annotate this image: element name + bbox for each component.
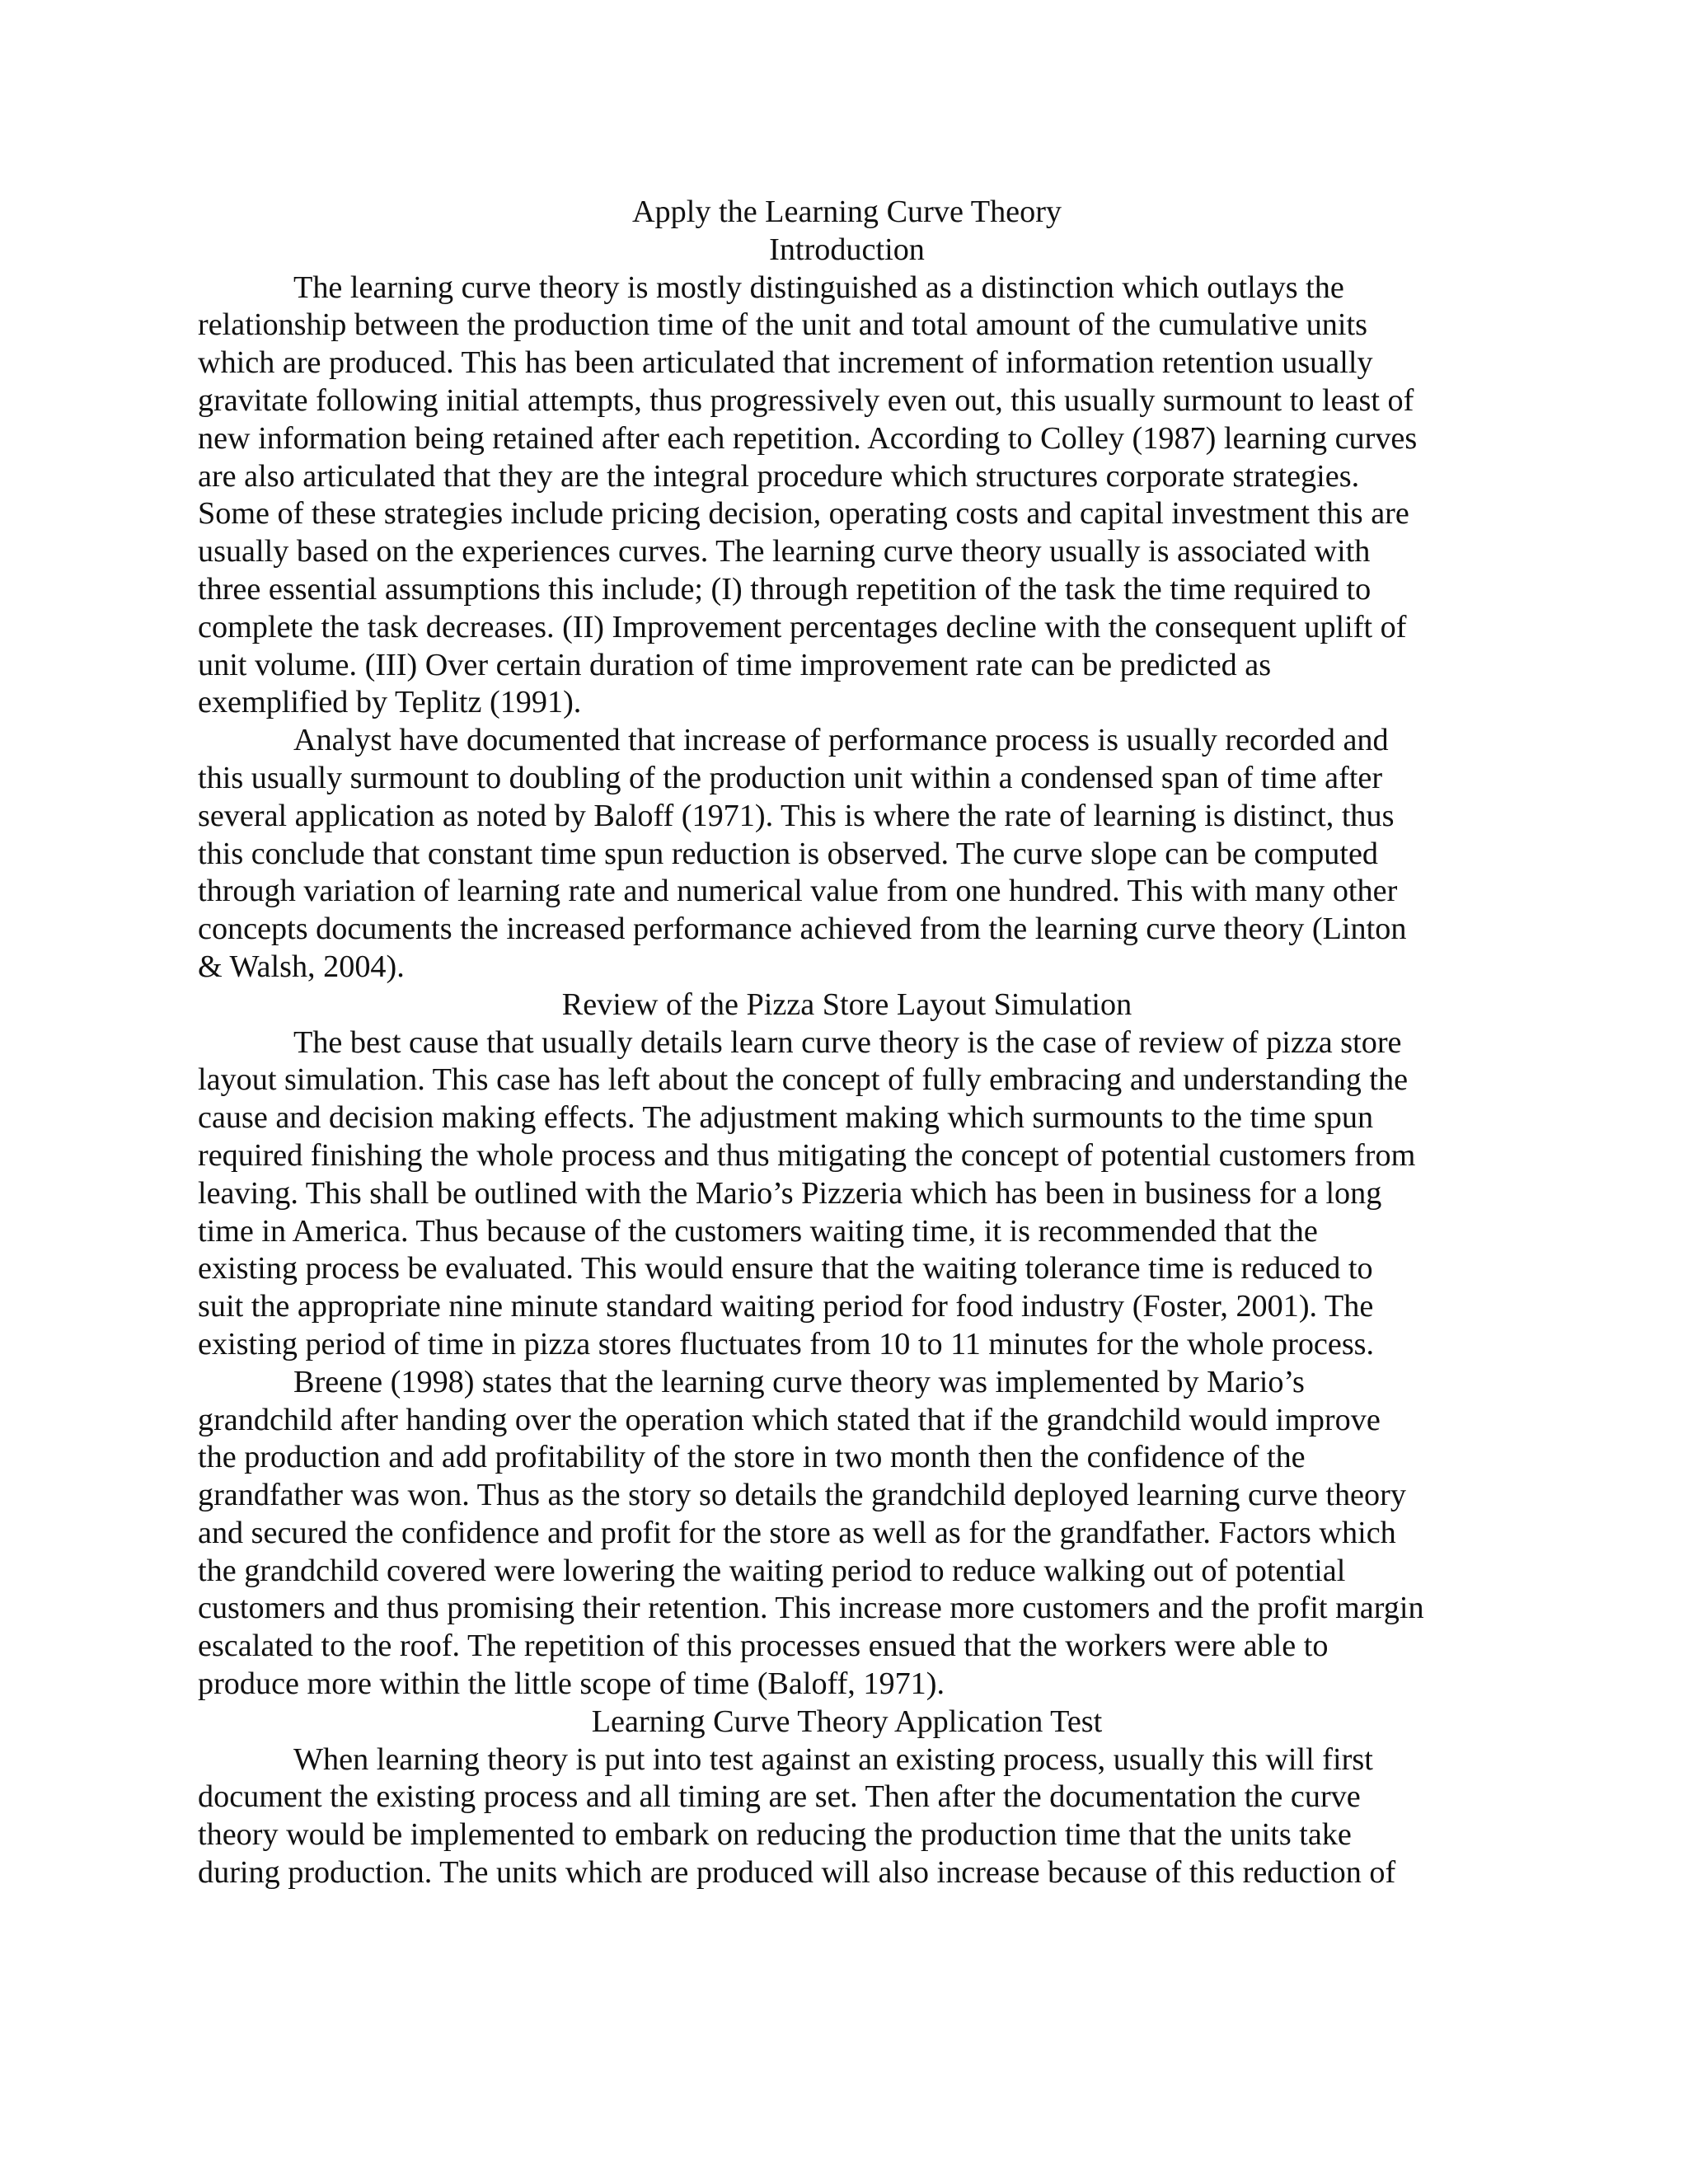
text-line: grandchild after handing over the operation which stated that if the grandchild would improve bbox=[198, 1402, 1381, 1437]
text-line: this usually surmount to doubling of the production unit within a condensed span of time after bbox=[198, 760, 1383, 795]
section-heading: Review of the Pizza Store Layout Simulation bbox=[561, 987, 1132, 1022]
paragraph bbox=[198, 722, 1496, 987]
text-line: The learning curve theory is mostly distinguished as a distinction which outlays the bbox=[293, 269, 1344, 305]
text-line: this conclude that constant time spun reduction is observed. The curve slope can be computed bbox=[198, 836, 1378, 871]
text-line: complete the task decreases. (II) Improvement percentages decline with the consequent uplift of bbox=[198, 609, 1407, 644]
text-line: & Walsh, 2004). bbox=[198, 949, 405, 984]
text-line: When learning theory is put into test against an existing process, usually this will first bbox=[293, 1741, 1373, 1777]
text-line: produce more within the little scope of time (Baloff, 1971). bbox=[198, 1666, 945, 1702]
text-line: existing process be evaluated. This would ensure that the waiting tolerance time is reduced to bbox=[198, 1251, 1373, 1286]
section-introduction bbox=[198, 232, 1496, 987]
text-line: Analyst have documented that increase of performance process is usually recorded and bbox=[293, 723, 1389, 758]
text-line: Some of these strategies include pricing decision, operating costs and capital investment this are bbox=[198, 496, 1409, 532]
text-line: the production and add profitability of the store in two month then the confidence of the bbox=[198, 1440, 1306, 1475]
text-line: Breene (1998) states that the learning curve theory was implemented by Mario’s bbox=[293, 1364, 1305, 1399]
text-line: the grandchild covered were lowering the waiting period to reduce walking out of potential bbox=[198, 1553, 1346, 1588]
text-line: unit volume. (III) Over certain duration of time improvement rate can be predicted as bbox=[198, 647, 1272, 682]
text-line: through variation of learning rate and numerical value from one hundred. This with many other bbox=[198, 874, 1398, 909]
text-line: required finishing the whole process and thus mitigating the concept of potential customers from bbox=[198, 1137, 1416, 1173]
section-heading: Introduction bbox=[769, 232, 925, 267]
text-line: document the existing process and all timing are set. Then after the documentation the curve bbox=[198, 1779, 1361, 1815]
text-line: new information being retained after each repetition. According to Colley (1987) learning curves bbox=[198, 420, 1418, 456]
text-line: layout simulation. This case has left about the concept of fully embracing and understanding the bbox=[198, 1062, 1409, 1098]
text-line: are also articulated that they are the integral procedure which structures corporate strategies. bbox=[198, 458, 1360, 494]
text-line: exemplified by Teplitz (1991). bbox=[198, 685, 582, 720]
text-line: and secured the confidence and profit for the store as well as for the grandfather. Factors which bbox=[198, 1515, 1396, 1550]
text-line: which are produced. This has been articulated that increment of information retention usually bbox=[198, 345, 1373, 381]
section-heading: Learning Curve Theory Application Test bbox=[591, 1704, 1103, 1739]
text-line: relationship between the production time of the unit and total amount of the cumulative units bbox=[198, 307, 1367, 343]
text-line: escalated to the roof. The repetition of this processes ensued that the workers were able to bbox=[198, 1629, 1329, 1664]
text-line: cause and decision making effects. The adjustment making which surmounts to the time spun bbox=[198, 1100, 1374, 1136]
text-line: time in America. Thus because of the customers waiting time, it is recommended that the bbox=[198, 1213, 1318, 1249]
text-line: theory would be implemented to embark on reducing the production time that the units take bbox=[198, 1817, 1352, 1853]
text-line: leaving. This shall be outlined with the Mario’s Pizzeria which has been in business for a long bbox=[198, 1175, 1382, 1211]
text-line: grandfather was won. Thus as the story so details the grandchild deployed learning curve theory bbox=[198, 1478, 1406, 1513]
document-page bbox=[198, 194, 1496, 1892]
text-line: customers and thus promising their retention. This increase more customers and the profit margin bbox=[198, 1591, 1424, 1626]
section-application-test bbox=[198, 1704, 1496, 1892]
paragraph bbox=[198, 1024, 1496, 1364]
text-line: existing period of time in pizza stores fluctuates from 10 to 11 minutes for the whole process. bbox=[198, 1326, 1375, 1361]
document-title: Apply the Learning Curve Theory bbox=[631, 194, 1062, 229]
paragraph bbox=[198, 269, 1496, 723]
text-line: several application as noted by Baloff (1971). This is where the rate of learning is distinct, thus bbox=[198, 798, 1395, 833]
text-line: suit the appropriate nine minute standard waiting period for food industry (Foster, 2001). The bbox=[198, 1289, 1374, 1324]
paragraph bbox=[198, 1741, 1496, 1892]
section-pizza-store-review bbox=[198, 987, 1496, 1704]
text-line: The best cause that usually details learn curve theory is the case of review of pizza store bbox=[293, 1024, 1402, 1060]
text-line: during production. The units which are produced will also increase because of this reduction of bbox=[198, 1855, 1396, 1891]
text-line: gravitate following initial attempts, thus progressively even out, this usually surmount to least of bbox=[198, 382, 1414, 418]
text-line: concepts documents the increased performance achieved from the learning curve theory (Linton bbox=[198, 912, 1407, 947]
text-line: usually based on the experiences curves. The learning curve theory usually is associated with bbox=[198, 534, 1371, 569]
text-line: three essential assumptions this include; (I) through repetition of the task the time required to bbox=[198, 571, 1372, 607]
paragraph bbox=[198, 1364, 1496, 1704]
